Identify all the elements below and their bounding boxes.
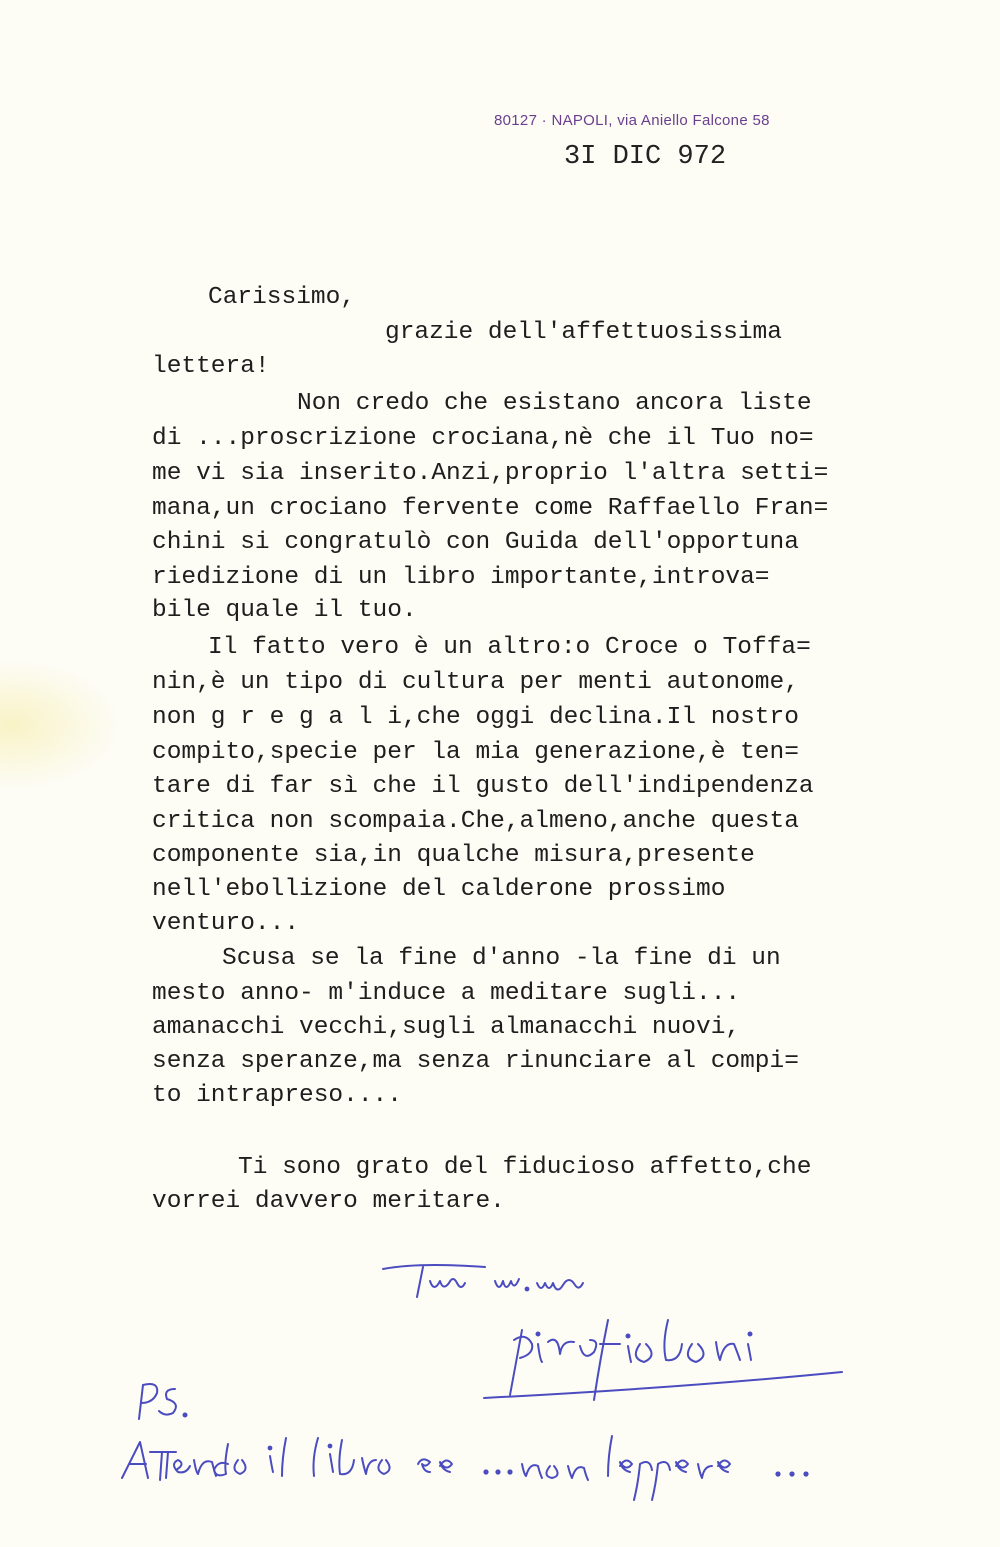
handwritten-closing xyxy=(375,1255,635,1305)
body-line: mana,un crociano fervente come Raffaello Fran= xyxy=(152,495,829,522)
body-line: componente sia,in qualche misura,presente xyxy=(152,842,755,869)
letter-date: 3I DIC 972 xyxy=(564,142,727,172)
body-line: nell'ebollizione del calderone prossimo xyxy=(152,876,726,903)
body-line: critica non scompaia.Che,almeno,anche questa xyxy=(152,808,799,835)
ps-label xyxy=(135,1375,195,1425)
body-line: grazie dell'affettuosissima xyxy=(385,319,782,346)
salutation: Carissimo, xyxy=(208,284,356,311)
body-line: venturo... xyxy=(152,910,300,937)
body-line: lettera! xyxy=(152,353,270,380)
body-line: vorrei davvero meritare. xyxy=(152,1188,505,1215)
body-line: riedizione di un libro importante,introva= xyxy=(152,564,770,591)
body-line: to intrapreso.... xyxy=(152,1082,402,1109)
paper-stain xyxy=(0,660,120,790)
body-line: tare di far sì che il gusto dell'indipendenza xyxy=(152,773,814,800)
body-line: Non credo che esistano ancora liste xyxy=(297,390,812,417)
body-line: amanacchi vecchi,sugli almanacchi nuovi, xyxy=(152,1014,741,1041)
body-line: me vi sia inserito.Anzi,proprio l'altra setti= xyxy=(152,460,829,487)
body-line: non g r e g a l i,che oggi declina.Il nostro xyxy=(152,704,799,731)
body-line: chini si congratulò con Guida dell'opportuna xyxy=(152,529,799,556)
ps-handwritten-text xyxy=(118,1430,838,1510)
body-line: senza speranze,ma senza rinunciare al compi= xyxy=(152,1048,799,1075)
body-line: mesto anno- m'induce a meditare sugli... xyxy=(152,980,741,1007)
signature xyxy=(480,1300,850,1410)
body-line: nin,è un tipo di cultura per menti autonome, xyxy=(152,669,799,696)
body-line: compito,specie per la mia generazione,è ten= xyxy=(152,739,799,766)
letterhead-address: 80127 · NAPOLI, via Aniello Falcone 58 xyxy=(494,112,770,129)
body-line: Ti sono grato del fiducioso affetto,che xyxy=(238,1154,812,1181)
body-line: Il fatto vero è un altro:o Croce o Toffa= xyxy=(208,634,811,661)
body-line: di ...proscrizione crociana,nè che il Tuo no= xyxy=(152,425,814,452)
body-line: bile quale il tuo. xyxy=(152,597,417,624)
body-line: Scusa se la fine d'anno -la fine di un xyxy=(222,945,781,972)
